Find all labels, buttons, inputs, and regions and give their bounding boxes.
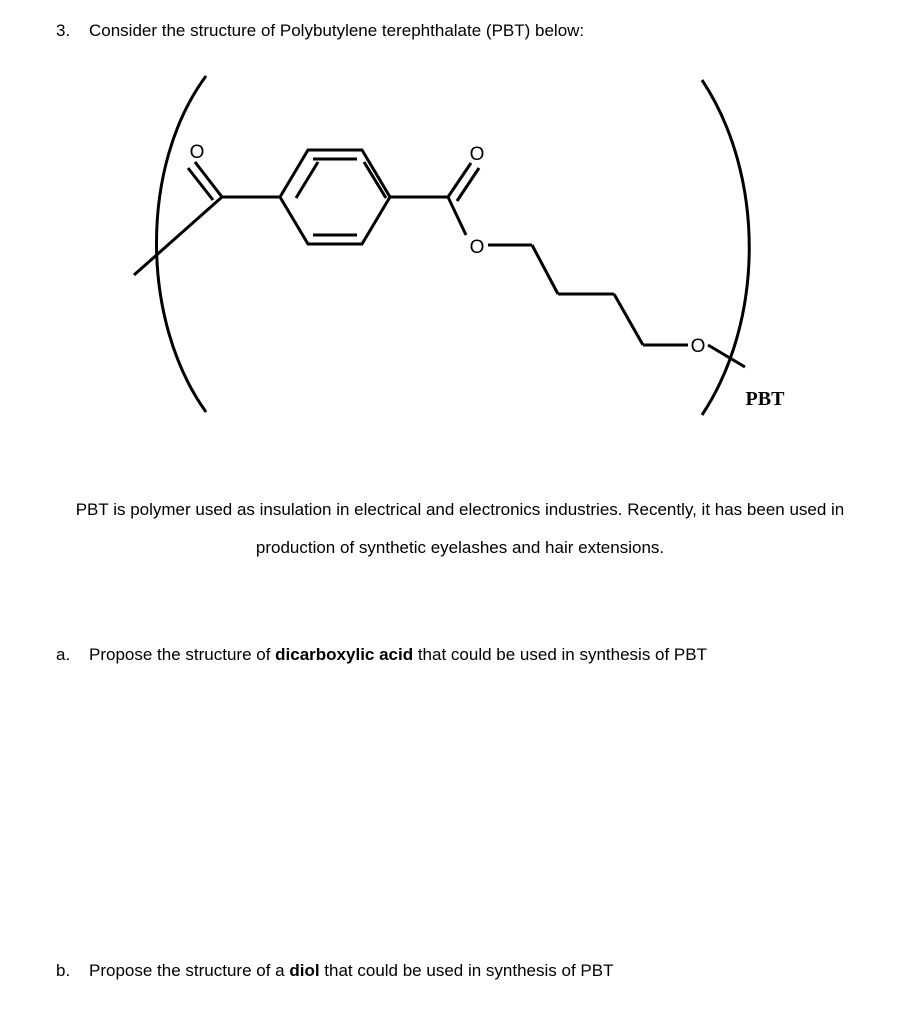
- bond-c-ester-o: [448, 197, 466, 235]
- ring-double-bond-right: [364, 162, 386, 198]
- part-b-text-pre: Propose the structure of a: [89, 961, 290, 980]
- part-b-label: b.: [56, 961, 71, 980]
- part-a: [56, 644, 707, 666]
- part-a-label: a.: [56, 645, 71, 664]
- atom-o-ester: O: [469, 237, 485, 258]
- atom-o-carbonyl-right: O: [469, 144, 485, 165]
- bond-chain-3: [614, 294, 643, 345]
- atom-o-carbonyl-left: O: [189, 142, 205, 163]
- structure-label: PBT: [745, 388, 785, 410]
- atom-o-chain-end: O: [690, 336, 706, 357]
- pbt-structure-diagram: [0, 0, 906, 470]
- bond-chain-1: [532, 245, 558, 294]
- bond-right-co-2: [457, 168, 479, 201]
- part-b: [56, 960, 613, 982]
- description-line-2: production of synthetic eyelashes and hair extensions.: [255, 538, 665, 557]
- left-bracket: [157, 76, 207, 412]
- question-number: 3.: [56, 21, 71, 40]
- part-b-text-bold: diol: [289, 961, 320, 980]
- part-a-text-pre: Propose the structure of: [89, 645, 276, 664]
- description-line-1: PBT is polymer used as insulation in electrical and electronics industries. Recently, it has been used in: [75, 500, 845, 519]
- bond-left-crossing: [134, 197, 222, 275]
- question-text: Consider the structure of Polybutylene terephthalate (PBT) below:: [89, 21, 585, 40]
- bond-left-co-1: [195, 162, 222, 197]
- part-a-text-post: that could be used in synthesis of PBT: [413, 645, 707, 664]
- bond-right-crossing: [708, 345, 745, 367]
- part-b-text-post: that could be used in synthesis of PBT: [319, 961, 614, 980]
- bond-right-co-1: [448, 163, 471, 197]
- part-a-text-bold: dicarboxylic acid: [275, 645, 414, 664]
- description-paragraph: [30, 491, 890, 567]
- bond-left-co-2: [188, 168, 213, 200]
